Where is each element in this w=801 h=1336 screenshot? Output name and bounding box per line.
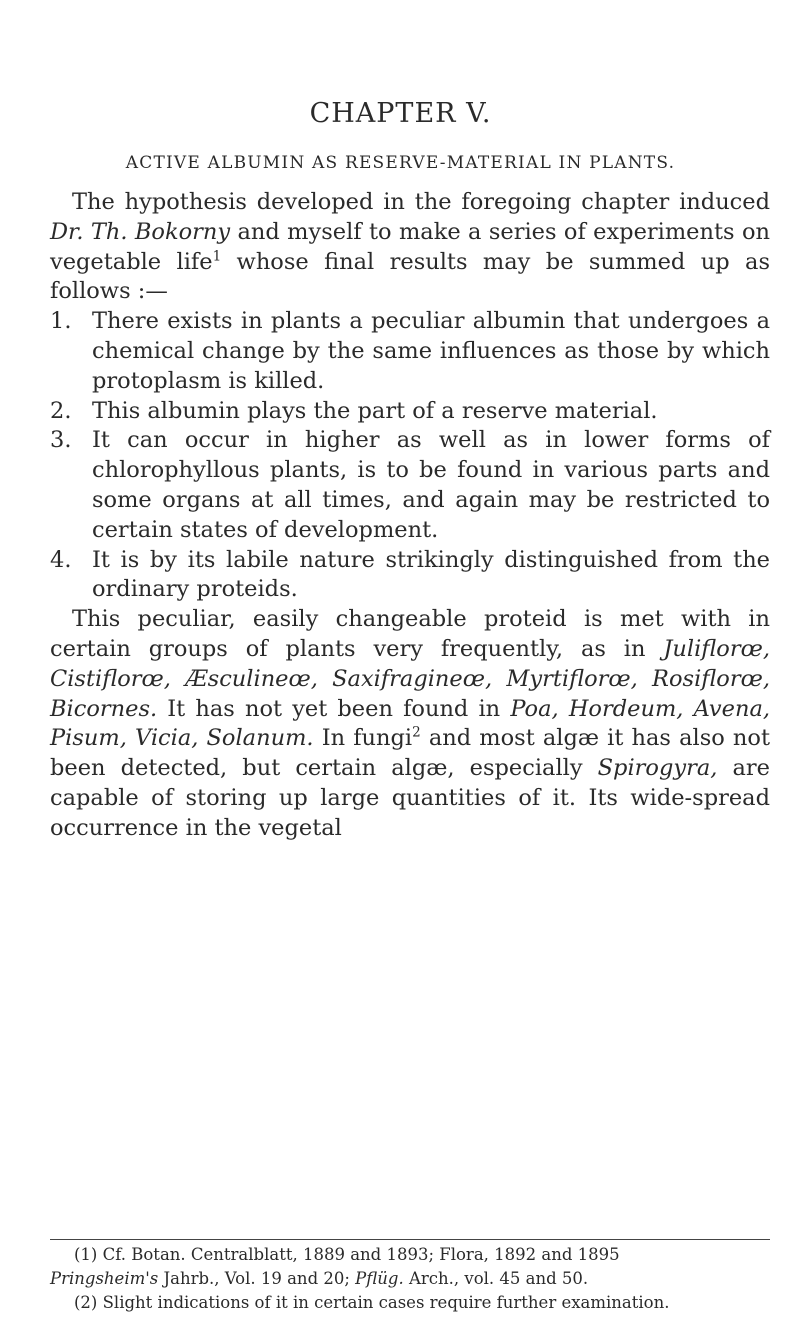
list-number: 1. xyxy=(50,308,72,335)
footnote-divider xyxy=(50,1239,770,1240)
list-item xyxy=(50,307,770,396)
list-text: It can occur in higher as well as in lower forms of chlorophyllous plants, is to be found in various parts and some organs at all times, and again may be restricted to certain states of development. xyxy=(92,427,770,543)
chapter-title: ACTIVE ALBUMIN AS RESERVE-MATERIAL IN PLANTS. xyxy=(125,153,676,173)
plant-groups-list: Juliflorœ, Cistiflorœ, Æsculineœ, Saxifragineœ, Myrtiflorœ, Rosiflorœ, Bicornes. xyxy=(50,635,770,722)
list-item xyxy=(50,397,770,427)
footnote-1-text-1: Jahrb., Vol. 19 and 20; xyxy=(158,1269,356,1288)
footnote-1-journal: Pringsheim's xyxy=(50,1269,159,1288)
intro-text-1: The hypothesis developed in the foregoing chapter induced xyxy=(72,189,770,215)
para2-text-2: It has not yet been found in xyxy=(157,695,511,722)
results-list xyxy=(50,307,770,605)
footnote-1-text-2: Arch., vol. 45 and 50. xyxy=(403,1269,589,1288)
para2-text-5: are capable of storing up large quantities of it. Its wide-spread occurrence in the vegetal xyxy=(50,755,770,841)
para2-text-1: This peculiar, easily changeable proteid is met with in certain groups of plants very frequently, as in xyxy=(50,606,770,662)
list-number: 3. xyxy=(50,427,72,454)
footnote-2: (2) Slight indications of it in certain cases require further examination. xyxy=(74,1293,670,1312)
footnote-ref-1: 1 xyxy=(212,248,222,265)
chapter-heading: CHAPTER V. xyxy=(309,98,492,129)
spirogyra-name: Spirogyra, xyxy=(597,755,718,782)
list-number: 4. xyxy=(50,546,72,573)
footnote-ref-2: 2 xyxy=(412,724,421,741)
intro-text-3: whose final results may be summed up as follows :— xyxy=(50,248,770,305)
list-item xyxy=(50,426,770,545)
footnote-1-line-1: (1) Cf. Botan. Centralblatt, 1889 and 1893; Flora, 1892 and 1895 xyxy=(74,1245,620,1264)
author-name: Dr. Th. Bokorny xyxy=(50,218,231,245)
footnotes xyxy=(50,1243,770,1315)
intro-paragraph xyxy=(50,188,770,307)
footnote-1-journal-2: Pflüg. xyxy=(355,1269,404,1288)
occurrence-paragraph xyxy=(50,605,770,843)
list-text: It is by its labile nature strikingly distinguished from the ordinary proteids. xyxy=(92,546,770,603)
para2-text-4: and most algæ it has also not been detected, but certain algæ, especially xyxy=(50,725,771,782)
list-text: This albumin plays the part of a reserve material. xyxy=(92,397,658,424)
list-number: 2. xyxy=(50,397,72,424)
list-text: There exists in plants a peculiar albumin that undergoes a chemical change by the same influences as those by which protoplasm is killed. xyxy=(92,308,770,394)
para2-text-3: In fungi xyxy=(313,725,413,752)
plant-genera-list: Poa, Hordeum, Avena, Pisum, Vicia, Solanum. xyxy=(50,695,771,752)
footnote-1-line-2 xyxy=(50,1267,770,1291)
list-item xyxy=(50,546,770,606)
body-text xyxy=(50,188,770,844)
intro-text-2: and myself to make a series of experiments on vegetable life xyxy=(50,218,770,275)
